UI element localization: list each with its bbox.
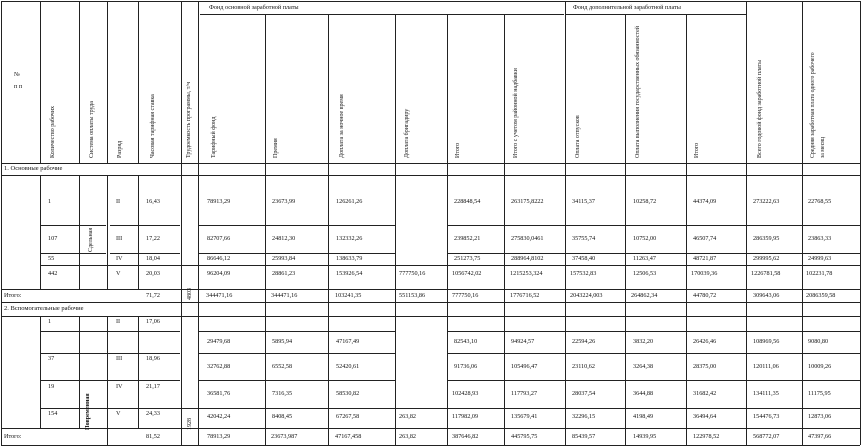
cell-total-add: 44374,09 xyxy=(693,198,717,205)
cell-total-district: 275830,0461 xyxy=(511,235,544,242)
cell-total-add: 31682,42 xyxy=(693,390,717,397)
cell-total-district: 288964,8102 xyxy=(511,255,544,262)
total-vacation: 2043224,003 xyxy=(570,292,603,299)
cell-total-add: 48721,87 xyxy=(693,255,717,262)
cell-tariff: 32762,88 xyxy=(207,363,231,370)
grid-line xyxy=(625,14,626,445)
cell-rate: 21,17 xyxy=(146,383,160,390)
cell-bonus: 23673,99 xyxy=(272,198,296,205)
cell-total-add: 26426,46 xyxy=(693,338,717,345)
cell-avg: 9080,80 xyxy=(808,338,829,345)
grid-line xyxy=(198,380,395,381)
grid-line xyxy=(265,14,266,445)
grid-line xyxy=(447,380,860,381)
grid-line xyxy=(107,175,108,290)
total-bonus: 344471,16 xyxy=(271,292,298,299)
total-bonus: 23673,987 xyxy=(271,433,298,440)
grid-line xyxy=(107,1,108,163)
cell-tariff: 82707,66 xyxy=(207,235,231,242)
cell-vacation: 23110,62 xyxy=(572,363,595,370)
cell-grade: II xyxy=(116,198,121,205)
cell-count: 55 xyxy=(48,255,55,262)
cell-grade: III xyxy=(116,355,123,362)
header-no-label: № xyxy=(14,71,20,78)
cell-night: 126261,26 xyxy=(336,198,363,205)
cell-total-district: 117793,27 xyxy=(511,390,538,397)
cell-avg: 23863,33 xyxy=(808,235,832,242)
cell-count: 107 xyxy=(48,235,58,242)
cell-night: 132332,26 xyxy=(336,235,363,242)
grid-line xyxy=(447,253,860,254)
grid-line xyxy=(447,225,860,226)
cell-bonus: 7316,35 xyxy=(272,390,293,397)
header-grade: Разряд xyxy=(117,140,123,158)
grid-line xyxy=(107,316,108,446)
total-total-district: 1776716,52 xyxy=(510,292,540,299)
header-workers-count: Количество рабочих xyxy=(50,105,56,158)
header-pay-system: Система оплаты труда xyxy=(89,101,95,158)
header-brigadier-pay: Доплата бригадиру xyxy=(404,108,410,158)
cell-night: 47167,49 xyxy=(336,338,360,345)
cell-annual: 134111,35 xyxy=(753,390,779,397)
grid-line xyxy=(110,253,180,254)
cell-avg: 12873,06 xyxy=(808,413,832,420)
cell-rate: 17,06 xyxy=(146,318,160,325)
grid-line xyxy=(1,175,860,176)
total-brigadier: 551153,86 xyxy=(399,292,426,299)
grid-line xyxy=(860,1,861,445)
cell-grade: IV xyxy=(116,383,123,390)
total-tariff: 344471,16 xyxy=(206,292,233,299)
cell-brigadier: 777750,16 xyxy=(399,270,426,277)
cell-bonus: 8408,45 xyxy=(272,413,293,420)
grid-line xyxy=(566,14,746,15)
cell-grade: V xyxy=(116,270,121,277)
cell-avg: 22768,55 xyxy=(808,198,832,205)
total-brigadier: 263,82 xyxy=(399,433,417,440)
cell-state: 11263,47 xyxy=(633,255,656,262)
grid-line xyxy=(40,331,180,332)
cell-tariff: 29479,68 xyxy=(207,338,231,345)
total-avg: 2086359,58 xyxy=(806,292,836,299)
header-avg-monthly-2: за месяц xyxy=(820,136,826,158)
total-state: 14939,95 xyxy=(633,433,657,440)
grid-line xyxy=(79,1,80,163)
section-title: 2. Вспомогательные рабочие xyxy=(4,305,84,312)
cell-night: 153926,54 xyxy=(336,270,363,277)
grid-line xyxy=(138,1,139,163)
cell-total-add: 36494,64 xyxy=(693,413,717,420)
grid-line xyxy=(565,1,566,445)
cell-annual: 1226781,58 xyxy=(751,270,781,277)
cell-annual: 286359,95 xyxy=(753,235,780,242)
grid-line xyxy=(746,1,747,445)
cell-rate: 18,96 xyxy=(146,355,160,362)
cell-total-district: 135679,41 xyxy=(511,413,538,420)
cell-night: 52420,61 xyxy=(336,363,360,370)
cell-total: 1056742,02 xyxy=(452,270,482,277)
cell-grade: III xyxy=(116,235,123,242)
cell-total: 228848,54 xyxy=(454,198,481,205)
cell-vacation: 32296,15 xyxy=(572,413,596,420)
cell-total: 251273,75 xyxy=(454,255,481,262)
cell-bonus: 28861,23 xyxy=(272,270,296,277)
cell-tariff: 36581,76 xyxy=(207,390,231,397)
cell-count: 19 xyxy=(48,383,55,390)
header-no-label-2: п п xyxy=(14,83,23,90)
cell-total: 102428,93 xyxy=(452,390,479,397)
grid-line xyxy=(181,1,182,445)
grid-line xyxy=(447,14,448,445)
cell-vacation: 22594,26 xyxy=(572,338,596,345)
total-tariff: 78913,29 xyxy=(207,433,231,440)
total-avg: 47397,66 xyxy=(808,433,832,440)
header-avg-monthly-1: Средняя заработная плата одного рабочего xyxy=(810,52,816,158)
grid-line xyxy=(110,225,180,226)
pay-system-value: Повременная xyxy=(85,393,91,430)
grid-line xyxy=(198,225,395,226)
cell-bonus: 6552,58 xyxy=(272,363,293,370)
labor-intensity-value: 4803 xyxy=(187,288,193,300)
cell-bonus: 24812,30 xyxy=(272,235,296,242)
total-annual: 568772,07 xyxy=(753,433,780,440)
cell-brigadier: 263,82 xyxy=(399,413,417,420)
total-total-add: 44780,72 xyxy=(693,292,717,299)
header-labor-intensity: Трудоемкость программы, т/ч xyxy=(186,81,192,158)
grid-line xyxy=(40,353,180,354)
grid-line xyxy=(198,1,199,445)
cell-total-district: 105496,47 xyxy=(511,363,538,370)
cell-annual: 108969,56 xyxy=(753,338,780,345)
grid-line xyxy=(1,445,860,446)
cell-rate: 20,03 xyxy=(146,270,160,277)
cell-annual: 273222,63 xyxy=(753,198,780,205)
cell-rate: 16,43 xyxy=(146,198,160,205)
cell-total-district: 263175,8222 xyxy=(511,198,544,205)
grid-line xyxy=(40,1,41,163)
cell-state: 3644,88 xyxy=(633,390,654,397)
cell-total-district: 94924,57 xyxy=(511,338,535,345)
total-total: 387646,82 xyxy=(452,433,479,440)
grid-line xyxy=(504,14,505,445)
grid-line xyxy=(79,175,80,290)
total-night: 103241,35 xyxy=(335,292,362,299)
labor-intensity-value: 1928 xyxy=(187,418,193,430)
pay-system-value: Сдельная xyxy=(88,227,94,252)
grid-line xyxy=(40,380,180,381)
grid-line xyxy=(200,14,564,15)
total-night: 47167,458 xyxy=(335,433,362,440)
cell-annual: 299995,62 xyxy=(753,255,780,262)
cell-night: 138633,79 xyxy=(336,255,363,262)
section-title: 1. Основные рабочие xyxy=(4,165,63,172)
cell-avg: 10009,26 xyxy=(808,363,832,370)
cell-night: 58530,82 xyxy=(336,390,360,397)
cell-bonus: 5895,94 xyxy=(272,338,293,345)
cell-vacation: 37458,40 xyxy=(572,255,596,262)
cell-vacation: 28037,54 xyxy=(572,390,596,397)
grid-line xyxy=(198,253,395,254)
total-label: Итого: xyxy=(4,292,22,299)
header-annual-fund: Всего годовой фонд заработной платы xyxy=(757,59,763,158)
cell-tariff: 96204,09 xyxy=(207,270,231,277)
grid-line xyxy=(686,14,687,445)
cell-count: 154 xyxy=(48,410,58,417)
grid-line xyxy=(1,289,860,290)
total-total-district: 445795,75 xyxy=(511,433,538,440)
cell-count: 1 xyxy=(48,198,52,205)
header-basic-fund-group: Фонд основной заработной платы xyxy=(209,4,299,11)
total-state: 264862,34 xyxy=(631,292,658,299)
grid-line xyxy=(447,331,860,332)
cell-state: 3832,20 xyxy=(633,338,654,345)
grid-line xyxy=(40,225,106,226)
header-bonus: Премия xyxy=(273,138,279,158)
grid-line xyxy=(198,331,395,332)
grid-line xyxy=(1,163,860,164)
cell-rate: 17,22 xyxy=(146,235,160,242)
header-state-duties-pay: Оплата выполнения государственных обязанностей xyxy=(635,26,641,158)
cell-bonus: 25993,84 xyxy=(272,255,296,262)
total-rate: 81,52 xyxy=(146,433,160,440)
cell-total-add: 170039,36 xyxy=(691,270,718,277)
cell-count: 37 xyxy=(48,355,55,362)
cell-rate: 18,04 xyxy=(146,255,160,262)
cell-total: 239852,21 xyxy=(454,235,481,242)
cell-vacation: 157532,83 xyxy=(570,270,597,277)
header-hourly-rate: Часовая тарифная ставка xyxy=(150,94,156,158)
grid-line xyxy=(40,408,860,409)
cell-grade: IV xyxy=(116,255,123,262)
grid-line xyxy=(40,175,41,290)
header-total-additional: Итого xyxy=(694,142,700,158)
total-rate: 71,72 xyxy=(146,292,160,299)
total-vacation: 85439,57 xyxy=(572,433,596,440)
total-total: 777750,16 xyxy=(452,292,479,299)
cell-state: 4198,49 xyxy=(633,413,654,420)
grid-line xyxy=(328,14,329,445)
cell-state: 10258,72 xyxy=(633,198,657,205)
header-total-with-district: Итого с учетом районной надбавки xyxy=(513,68,519,158)
grid-line xyxy=(1,1,860,2)
grid-line xyxy=(447,353,860,354)
grid-line xyxy=(40,265,860,266)
grid-line xyxy=(40,316,41,429)
cell-avg: 102231,78 xyxy=(806,270,833,277)
cell-total-district: 1215253,324 xyxy=(510,270,543,277)
grid-line xyxy=(1,316,860,317)
cell-tariff: 78913,29 xyxy=(207,198,231,205)
cell-state: 3264,38 xyxy=(633,363,654,370)
header-vacation-pay: Оплата отпусков xyxy=(575,115,581,158)
cell-vacation: 34115,37 xyxy=(572,198,595,205)
grid-line xyxy=(395,14,396,445)
grid-line xyxy=(1,302,860,303)
grid-line xyxy=(79,316,80,429)
cell-tariff: 86646,12 xyxy=(207,255,231,262)
cell-state: 10752,00 xyxy=(633,235,657,242)
cell-total: 82543,10 xyxy=(454,338,478,345)
total-label: Итого: xyxy=(4,433,22,440)
cell-rate: 24,33 xyxy=(146,410,160,417)
grid-line xyxy=(1,428,860,429)
cell-count: 442 xyxy=(48,270,58,277)
grid-line xyxy=(138,175,139,290)
cell-vacation: 35755,74 xyxy=(572,235,596,242)
header-night-pay: Доплата за ночное время xyxy=(339,94,345,158)
grid-line xyxy=(1,1,2,445)
cell-total: 117982,09 xyxy=(452,413,479,420)
cell-grade: II xyxy=(116,318,121,325)
cell-night: 67267,58 xyxy=(336,413,360,420)
cell-total: 91736,06 xyxy=(454,363,478,370)
grid-line xyxy=(802,1,803,445)
cell-count: 1 xyxy=(48,318,52,325)
cell-grade: V xyxy=(116,410,121,417)
header-tariff-fund: Тарифный фонд xyxy=(211,116,217,158)
total-annual: 309643,06 xyxy=(753,292,780,299)
header-total: Итого xyxy=(455,142,461,158)
cell-state: 12506,53 xyxy=(633,270,657,277)
cell-annual: 154476,73 xyxy=(753,413,780,420)
cell-avg: 24999,63 xyxy=(808,255,832,262)
grid-line xyxy=(40,253,106,254)
cell-avg: 11175,95 xyxy=(808,390,831,397)
header-additional-fund-group: Фонд дополнительной заработной платы xyxy=(573,4,681,11)
cell-total-add: 46507,74 xyxy=(693,235,717,242)
cell-tariff: 42042,24 xyxy=(207,413,231,420)
cell-total-add: 28375,00 xyxy=(693,363,717,370)
cell-annual: 120111,06 xyxy=(753,363,779,370)
grid-line xyxy=(138,316,139,429)
total-total-add: 122978,52 xyxy=(693,433,720,440)
grid-line xyxy=(198,353,395,354)
